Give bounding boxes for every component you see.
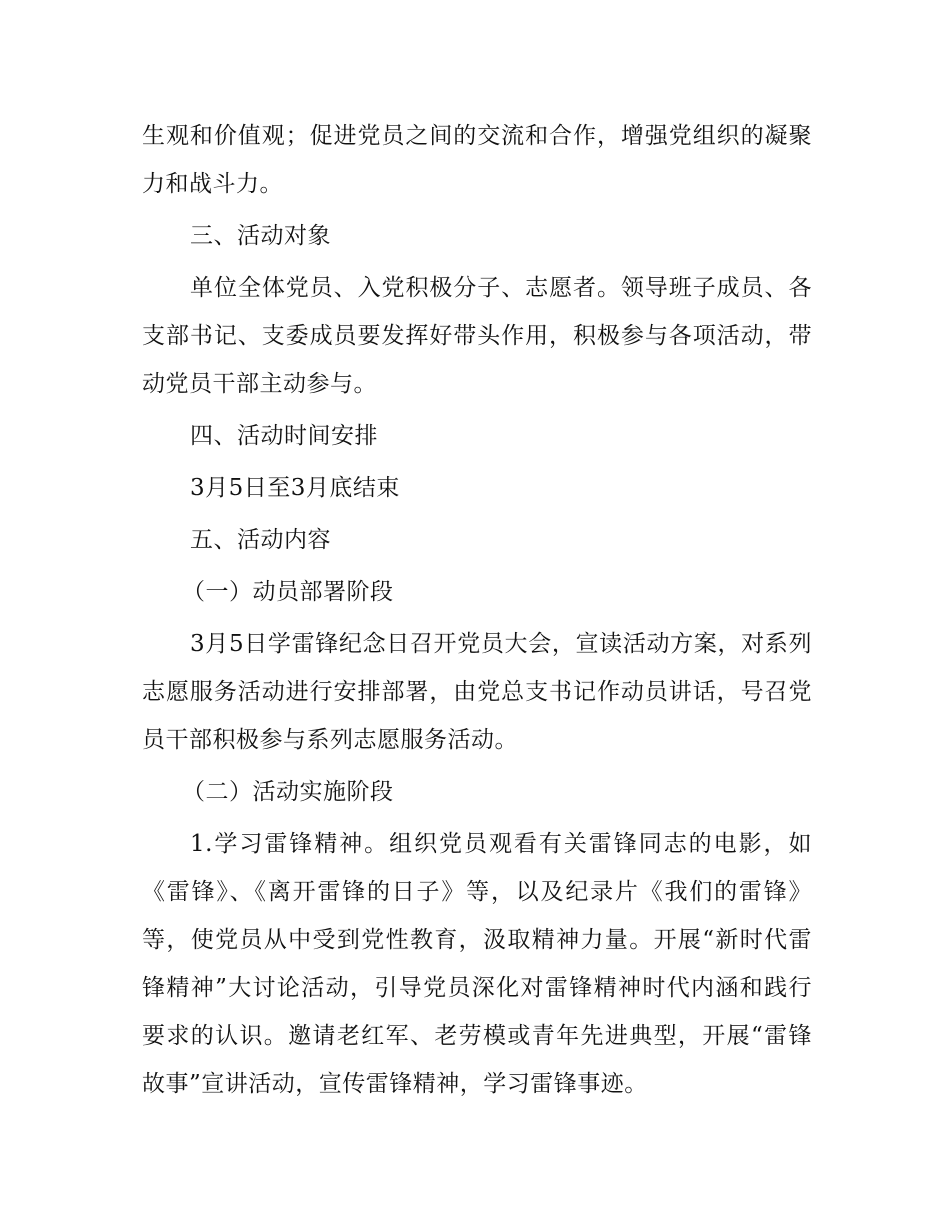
body-paragraph: 单位全体党员、入党积极分子、志愿者。领导班子成员、各支部书记、支委成员要发挥好带头作用，积极参与各项活动，带动党员干部主动参与。 [142, 275, 812, 397]
subsection-heading-mobilization: （一）动员部署阶段 [182, 579, 394, 605]
body-paragraph: 3月5日至3月底结束 [190, 475, 400, 501]
body-paragraph: 1.学习雷锋精神。组织党员观看有关雷锋同志的电影，如《雷锋》、《离开雷锋的日子》等，以及纪录片《我们的雷锋》等，使党员从中受到党性教育，汲取精神力量。开展“新时代雷锋精神”大讨论活动，引导党员深化对雷锋精神时代内涵和践行要求的认识。邀请老红军、老劳模或青年先进典型，开展“雷锋故事”宣讲活动，宣传雷锋精神，学习雷锋事迹。 [142, 831, 812, 1097]
section-heading-content: 五、活动内容 [190, 527, 331, 553]
body-paragraph: 3月5日学雷锋纪念日召开党员大会，宣读活动方案，对系列志愿服务活动进行安排部署，由党总支书记作动员讲话，号召党员干部积极参与系列志愿服务活动。 [142, 631, 812, 753]
section-heading-audience: 三、活动对象 [190, 223, 331, 249]
section-heading-schedule: 四、活动时间安排 [190, 423, 378, 449]
body-paragraph: 生观和价值观；促进党员之间的交流和合作，增强党组织的凝聚力和战斗力。 [142, 123, 812, 197]
subsection-heading-implementation: （二）活动实施阶段 [182, 779, 394, 805]
document-body [142, 112, 812, 1108]
